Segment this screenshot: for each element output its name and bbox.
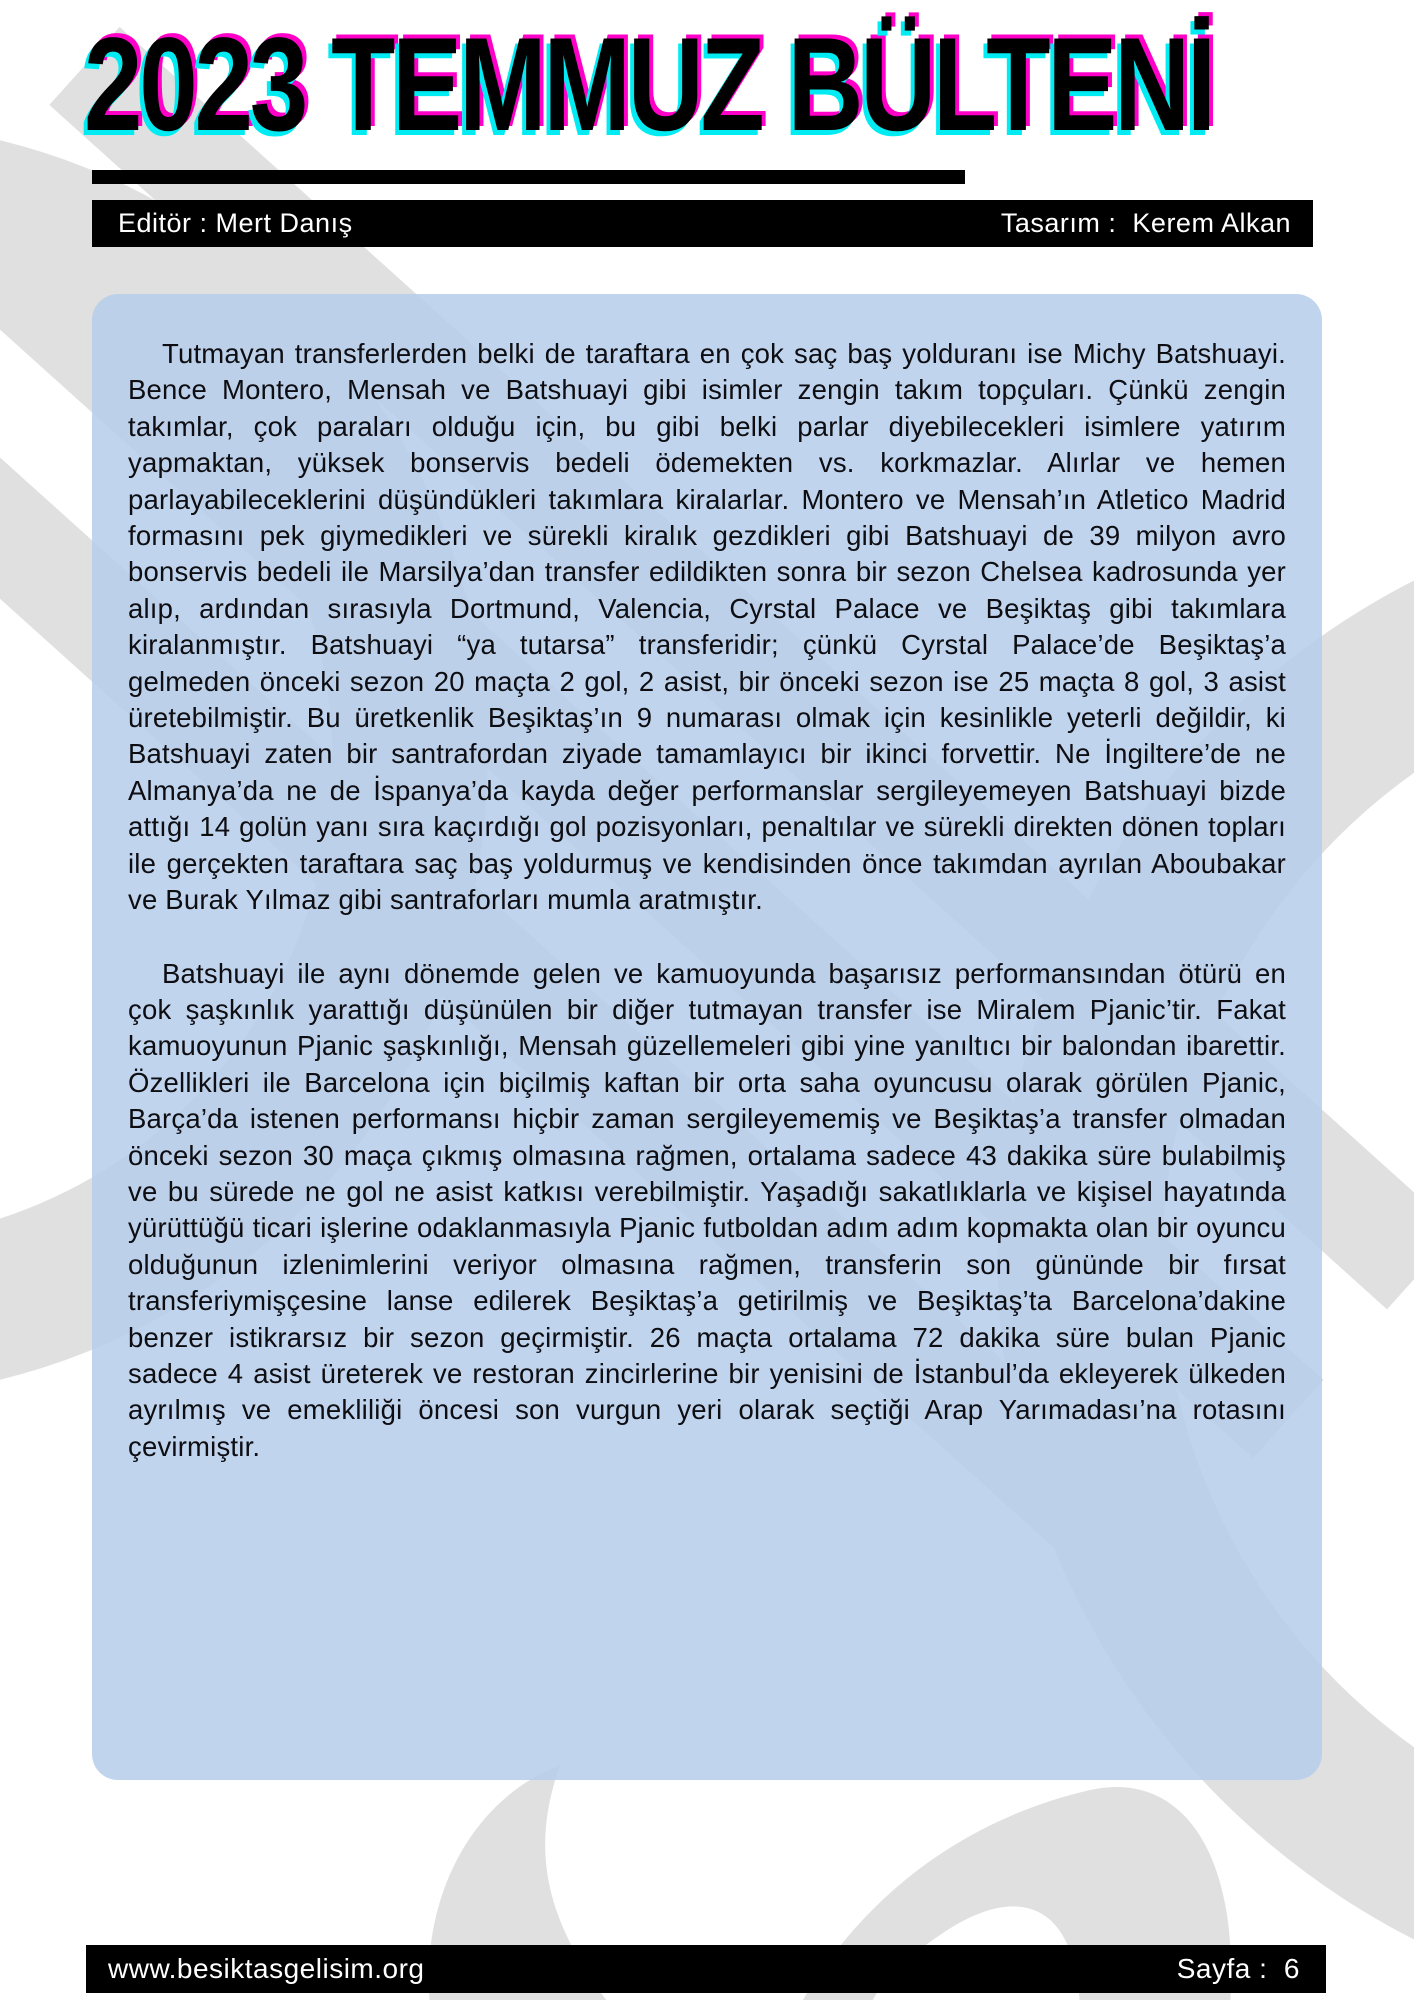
article-panel <box>92 294 1322 1780</box>
credits-bar <box>92 200 1313 247</box>
title-underline-bar <box>92 170 965 184</box>
article-paragraph-batshuayi: Tutmayan transferlerden belki de taraftara en çok saç baş yolduranı ise Michy Batshuayi. Bence Montero, Mensah ve Batshuayi gibi isimler zengin takım topçuları. Çünkü zengin takımlar, çok paraları olduğu için, bu gibi belki parlar diyebilecekleri isimlere yatırım yapmaktan, yüksek bonservis bedeli ödemekten vs. korkmazlar. Alırlar ve hemen parlayabileceklerini düşündükleri takımlara kiralarlar. Montero ve Mensah’ın Atletico Madrid formasını pek giymedikleri ve sürekli kiralık gezdikleri gibi Batshuayi de 39 milyon avro bonservis bedeli ile Marsilya’dan transfer edildikten sonra bir sezon Chelsea kadrosunda yer alıp, ardından sırasıyla Dortmund, Valencia, Cyrstal Palace ve Beşiktaş gibi takımlara kiralanmıştır. Batshuayi “ya tutarsa” transferidir; çünkü Cyrstal Palace’de Beşiktaş’a gelmeden önceki sezon 20 maçta 2 gol, 2 asist, bir önceki sezon ise 25 maçta 8 gol, 3 asist üretebilmiştir. Bu üretkenlik Beşiktaş’ın 9 numarası olmak için kesinlikle yeterli değildir, ki Batshuayi zaten bir santrafordan ziyade tamamlayıcı bir ikinci forvettir. Ne İngiltere’de ne Almanya’da ne de İspanya’da kayda değer performanslar sergileyemeyen Batshuayi bizde attığı 14 golün yanı sıra kaçırdığı gol pozisyonları, penaltılar ve sürekli direkten dönen topları ile gerçekten taraftara saç baş yoldurmuş ve kendisinden önce takımdan ayrılan Aboubakar ve Burak Yılmaz gibi santraforları mumla aratmıştır. <box>128 338 1286 916</box>
article-paragraph-pjanic: Batshuayi ile aynı dönemde gelen ve kamuoyunda başarısız performansından ötürü en çok şaşkınlık yarattığı düşünülen bir diğer tutmayan transfer ise Miralem Pjanic’tir. Fakat kamuoyunun Pjanic şaşkınlığı, Mensah güzellemeleri gibi yine yanıltıcı bir balondan ibarettir. Özellikleri ile Barcelona için biçilmiş kaftan bir orta saha oyuncusu olarak görülen Pjanic, Barça’da istenen performansı hiçbir zaman sergileyememiş ve Beşiktaş’a transfer olmadan önceki sezon 30 maça çıkmış olmasına rağmen, ortalama sadece 43 dakika süre bulabilmiş ve bu sürede ne gol ne asist katkısı verebilmiştir. Yaşadığı sakatlıklarla ve kişisel hayatında yürüttüğü ticari işlerine odaklanmasıyla Pjanic futboldan adım adım kopmakta olan bir oyuncu olduğunun izlenimlerini veriyor olmasına rağmen, transferin son gününde bir fırsat transferiymişçesine lanse edilerek Beşiktaş’a getirilmiş ve Beşiktaş’ta Barcelona’dakine benzer istikrarsız bir sezon geçirmiştir. 26 maçta ortalama 72 dakika süre bulan Pjanic sadece 4 asist üreterek ve restoran zincirlerine bir yenisini de İstanbul’da ekleyerek ülkeden ayrılmış ve emekliliği öncesi son vurgun yeri olarak seçtiği Arap Yarımadası’na rotasını çevirmiştir. <box>128 957 1286 1462</box>
designer-credit: Tasarım : Kerem Alkan <box>1000 208 1291 238</box>
page-number-label: Sayfa : 6 <box>1176 1953 1300 1984</box>
footer-bar <box>86 1945 1326 1993</box>
website-url: www.besiktasgelisim.org <box>108 1953 425 1984</box>
editor-credit: Editör : Mert Danış <box>118 208 353 238</box>
page-title: 2023 TEMMUZ BÜLTENİ <box>84 11 1213 159</box>
